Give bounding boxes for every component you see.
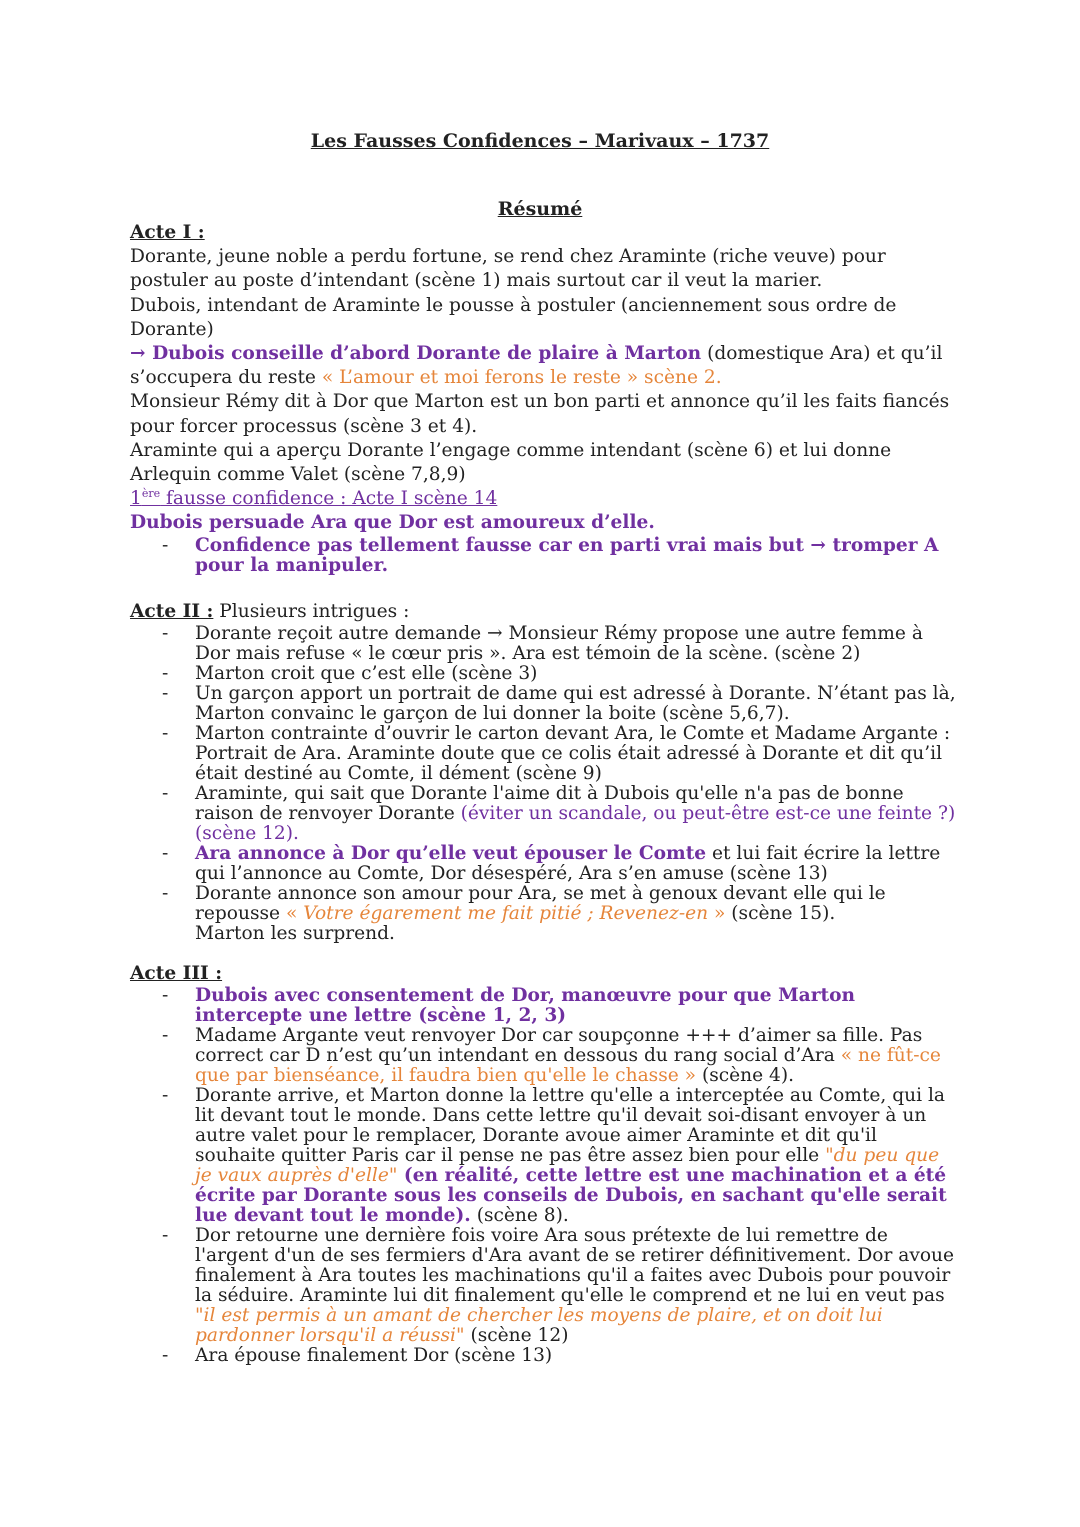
quote-close: » [708, 902, 726, 924]
list-item: - Confidence pas tellement fausse car en parti vrai mais but → tromper A pour la manipuler. [195, 536, 960, 576]
acte3-b4-text: Dor retourne une dernière fois voire Ara sous prétexte de lui remettre de l'argent d'un de ses fermiers d'Ara avant de se retirer définitivement. Dor avoue finalement à Ara toutes les machinations qu'il a faites avec Dubois pour pouvoir la séduire. Araminte lui dit finalement qu'elle le comprend et ne lui en veut pas [195, 1225, 955, 1307]
acte2-b5-aside: (éviter un scandale, ou peut-être est-ce une feinte ?) (scène 12). [195, 802, 956, 844]
quote-open: « [285, 902, 304, 924]
acte1-paragraph-4: Monsieur Rémy dit à Dor que Marton est un bon parti et annonce qu’il les faits fiancés pour forcer processus (scène 3 et 4). [130, 391, 950, 437]
fc-superscript: ère [141, 487, 161, 501]
acte2-b7-scene: (scène 15). [725, 902, 836, 924]
acte1-paragraph-3-text: (domestique Ara) et qu’il s’occupera du reste [130, 343, 943, 389]
list-item: - Marton contrainte d’ouvrir le carton devant Ara, le Comte et Madame Argante : Portrait de Ara. Araminte doute que ce colis était adressé à Dorante et dit qu’il était destiné au Comte, il dément (scène 9) [195, 724, 960, 784]
list-item: - Marton croit que c’est elle (scène 3) [195, 664, 960, 684]
acte1-list [130, 536, 960, 576]
list-item [195, 1086, 960, 1226]
acte1-heading: Acte I : [130, 222, 205, 243]
document-body [130, 221, 960, 1366]
acte2-intro [130, 600, 960, 624]
acte1-paragraph-5: Araminte qui a aperçu Dorante l’engage comme intendant (scène 6) et lui donne Arlequin comme Valet (scène 7,8,9) [130, 439, 892, 486]
acte2-b6-text: et lui fait écrire la lettre qui l’annonce au Comte, Dor désespéré, Ara s’en amuse (scène 13) [195, 842, 941, 884]
acte3-b3-quote: "du peu que je vaux auprès d'elle" [195, 1145, 940, 1187]
list-item: - Dubois avec consentement de Dor, manœuvre pour que Marton intercepte une lettre (scène 1, 2, 3) [195, 986, 960, 1026]
acte2-heading: Acte II : [130, 600, 214, 622]
acte3-b3-scene: (scène 8). [470, 1205, 569, 1227]
acte2-quote: Votre égarement me fait pitié ; Revenez-en [303, 902, 709, 924]
acte1-paragraph-2: Dubois, intendant de Araminte le pousse à postuler (anciennement sous ordre de Dorante) [130, 294, 897, 340]
acte2-b7-end: Marton les surprend. [195, 922, 395, 944]
acte3-b4-scene: (scène 12) [464, 1325, 569, 1347]
acte1-paragraph-3 [130, 342, 960, 390]
acte3-b3-text: Dorante arrive, et Marton donne la lettre qu'elle a interceptée au Comte, qui la lit devant tout le monde. Dans cette lettre qu'il devait soi-disant envoyer à un autre valet pour le remplacer, Dorante avoue aimer Araminte et dit qu'il souhaite quitter Paris car il pense ne pas être assez bien pour elle [195, 1085, 946, 1167]
list-item: - Dorante reçoit autre demande → Monsieur Rémy propose une autre femme à Dor mais refuse « le cœur pris ». Ara est témoin de la scène. (scène 2) [195, 624, 960, 664]
list-item: - Ara épouse finalement Dor (scène 13) [195, 1346, 960, 1366]
fc-text: fausse confidence : Acte I scène 14 [160, 488, 498, 510]
list-item: - Un garçon apport un portrait de dame qui est adressé à Dorante. N’étant pas là, Marton convainc le garçon de lui donner la boite (scène 5,6,7). [195, 684, 960, 724]
list-item [195, 1226, 960, 1346]
acte2-list [130, 624, 960, 944]
acte2-intro-text: Plusieurs intrigues : [213, 600, 410, 622]
acte1-quote: « L’amour et moi ferons le reste » scène 2. [321, 367, 722, 389]
acte3-b3-highlight: (en réalité, cette lettre est une machination et a été écrite par Dorante sous les conseils de Dubois, en sachant qu'elle serait lue devant tout le monde). [195, 1165, 947, 1227]
fausse-confidence-summary: Dubois persuade Ara que Dor est amoureux d’elle. [130, 512, 655, 534]
document-title: Les Fausses Confidences – Marivaux – 1737 [310, 130, 770, 152]
acte1-dubois-advice: Dubois conseille d’abord Dorante de plaire à Marton [152, 343, 702, 365]
acte3-heading: Acte III : [130, 962, 223, 984]
list-item [195, 1026, 960, 1086]
acte3-b2-scene: (scène 4). [696, 1065, 795, 1087]
acte2-b5-text: Araminte, qui sait que Dorante l'aime dit à Dubois qu'elle n'a pas de bonne raison de renvoyer Dorante [195, 782, 904, 824]
fc-number: 1 [130, 488, 142, 510]
acte3-b2-quote: « ne fût-ce que par bienséance, il faudra bien qu'elle le chasse » [195, 1045, 941, 1087]
acte3-b4-quote: "il est permis à un amant de chercher les moyens de plaire, et on doit lui pardonner lorsqu'il a réussi" [195, 1305, 883, 1347]
list-item [195, 784, 960, 844]
document-subtitle: Résumé [497, 198, 583, 220]
list-item [195, 844, 960, 884]
acte3-list [130, 986, 960, 1366]
fausse-confidence-heading [130, 487, 960, 511]
acte2-b6-highlight: Ara annonce à Dor qu’elle veut épouser le Comte [195, 842, 707, 864]
arrow-icon: → [130, 343, 153, 365]
list-item [195, 884, 960, 944]
acte2-b7-text: Dorante annonce son amour pour Ara, se met à genoux devant elle qui le repousse [195, 882, 886, 924]
acte3-b2-text: Madame Argante veut renvoyer Dor car soupçonne +++ d’aimer sa fille. Pas correct car D n’est qu’un intendant en dessous du rang social d’Ara [195, 1025, 923, 1067]
acte1-paragraph-1: Dorante, jeune noble a perdu fortune, se rend chez Araminte (riche veuve) pour postuler au poste d’intendant (scène 1) mais surtout car il veut la marier. [130, 246, 886, 292]
